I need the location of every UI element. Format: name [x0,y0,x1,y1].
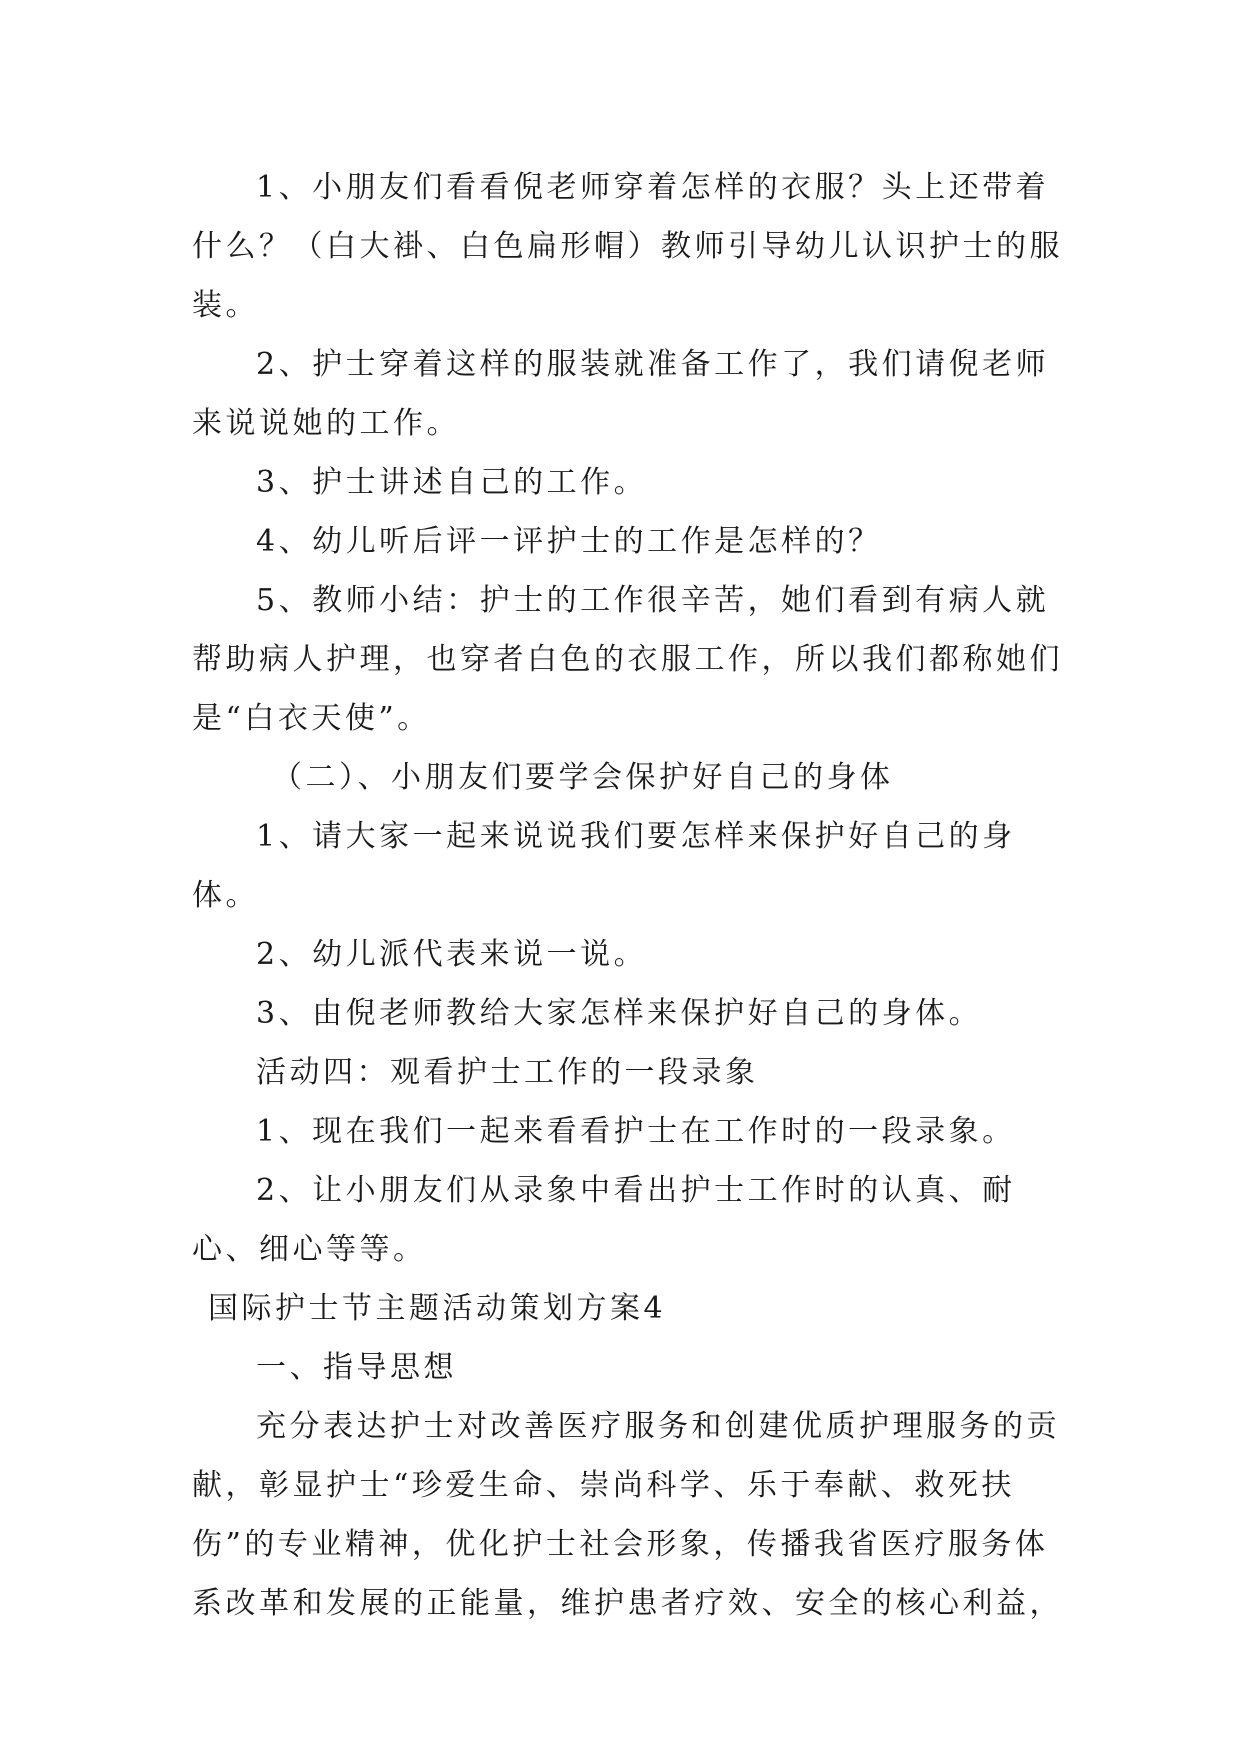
list-item-watch-video: 1、现在我们一起来看看护士在工作时的一段录象。 [256,1114,1016,1149]
section-heading-activity-four: 活动四：观看护士工作的一段录象 [256,1055,759,1090]
list-item-teacher-teaches: 3、由倪老师教给大家怎样来保护好自己的身体。 [256,996,983,1031]
section-heading-guiding-ideology: 一、指导思想 [256,1350,457,1385]
list-item-observe-nurse: 2、让小朋友们从录象中看出护士工作时的认真、耐心、细心等等。 [192,1173,1016,1267]
section-heading-protect-body: （二）、小朋友们要学会保护好自己的身体 [272,760,894,795]
document-body [192,158,1072,1633]
list-item-nurse-work-intro: 2、护士穿着这样的服装就准备工作了，我们请倪老师来说说她的工作。 [192,347,1050,441]
list-item-nurse-describes-work: 3、护士讲述自己的工作。 [256,465,648,500]
list-item-representative-speaks: 2、幼儿派代表来说一说。 [256,937,648,972]
list-item-discuss-protection: 1、请大家一起来说说我们要怎样来保护好自己的身体。 [192,819,1016,913]
body-paragraph-ideology: 充分表达护士对改善医疗服务和创建优质护理服务的贡献，彰显护士“珍爱生命、崇尚科学、乐于奉献、救死扶伤”的专业精神，优化护士社会形象，传播我省医疗服务体系改革和发展的正能量，维护患者疗效、安全的核心利益， [192,1409,1063,1621]
document-title-plan-4: 国际护士节主题活动策划方案4 [208,1291,667,1326]
list-item-clothing-question: 1、小朋友们看看倪老师穿着怎样的衣服？头上还带着什么？（白大褂、白色扁形帽）教师引导幼儿认识护士的服装。 [192,170,1063,323]
list-item-teacher-summary: 5、教师小结：护士的工作很辛苦，她们看到有病人就帮助病人护理，也穿者白色的衣服工作，所以我们都称她们是“白衣天使”。 [192,583,1063,736]
list-item-children-evaluate: 4、幼儿听后评一评护士的工作是怎样的？ [256,524,882,559]
